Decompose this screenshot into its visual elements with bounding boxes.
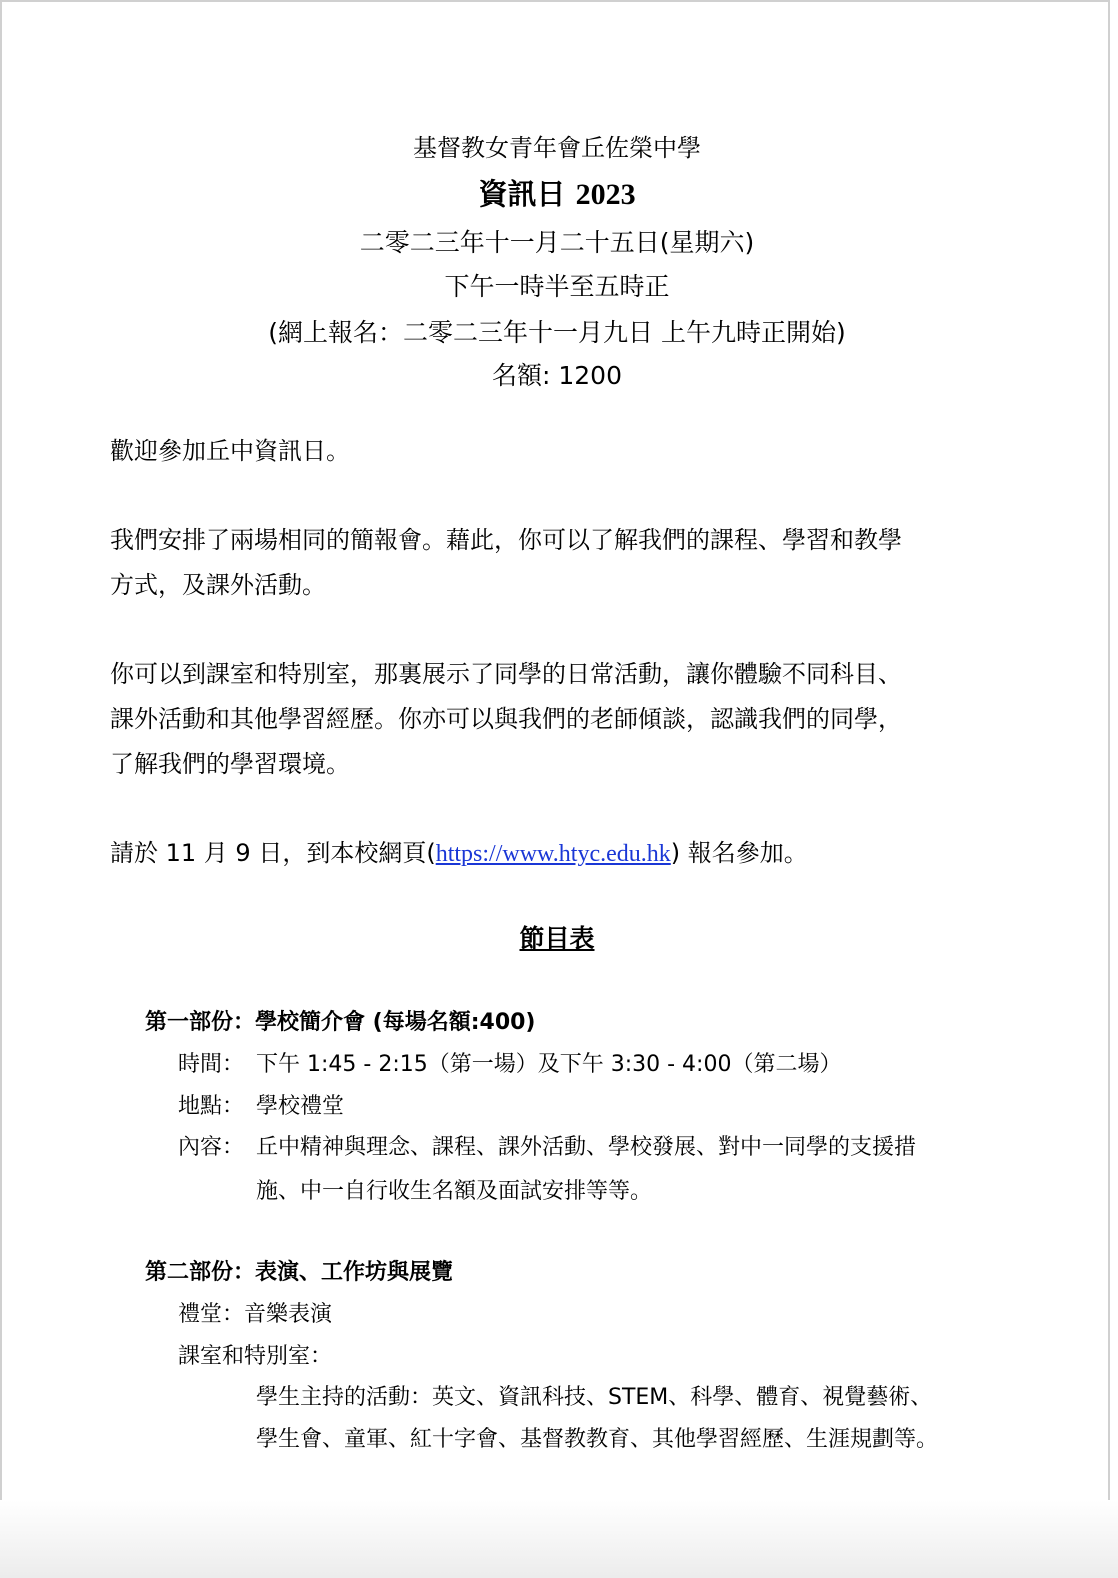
part1-content-line-2: 施、中一自行收生名額及面試安排等等。 [256, 1179, 653, 1204]
visit-paragraph-line-3: 了解我們的學習環境。 [110, 750, 350, 778]
part2-hall: 禮堂：音樂表演 [178, 1302, 333, 1327]
part2-activities-line-1: 學生主持的活動：英文、資訊科技、STEM、科學、體育、視覺藝術、 [256, 1385, 933, 1410]
part1-title: 第一部份：學校簡介會 (每場名額:400) [145, 1010, 536, 1035]
document-title [2, 177, 1112, 211]
programme-heading [2, 926, 1112, 951]
event-date: 二零二三年十一月二十五日(星期六) [359, 228, 755, 257]
school-name: 基督教女青年會丘佐榮中學 [413, 134, 701, 162]
registration-info: (網上報名：二零二三年十一月九日 上午九時正開始) [268, 318, 846, 347]
part1-time-label: 時間： [178, 1052, 245, 1077]
quota-info: 名額: 1200 [492, 361, 622, 390]
register-suffix: ) 報名參加。 [670, 839, 808, 867]
part1-content-label: 內容： [178, 1135, 245, 1160]
part1-content-line-1: 丘中精神與理念、課程、課外活動、學校發展、對中一同學的支援措 [256, 1135, 917, 1160]
school-website-link[interactable]: https://www.htyc.edu.hk [435, 841, 671, 867]
briefing-paragraph-line-2: 方式，及課外活動。 [110, 571, 326, 599]
register-paragraph [110, 841, 808, 866]
part1-venue-label: 地點： [178, 1094, 245, 1119]
briefing-paragraph-line-1: 我們安排了兩場相同的簡報會。藉此，你可以了解我們的課程、學習和教學 [110, 526, 902, 554]
part2-activities-line-2: 學生會、童軍、紅十字會、基督教教育、其他學習經歷、生涯規劃等。 [256, 1427, 939, 1452]
visit-paragraph-line-2: 課外活動和其他學習經歷。你亦可以與我們的老師傾談，認識我們的同學， [110, 705, 902, 733]
register-prefix: 請於 11 月 9 日，到本校網頁( [110, 839, 436, 867]
page-bottom-edge [0, 1500, 1118, 1578]
title-text: 資訊日 [478, 177, 566, 211]
part2-title: 第二部份：表演、工作坊與展覽 [145, 1260, 454, 1285]
part1-time-value: 下午 1:45 - 2:15（第一場）及下午 3:30 - 4:00（第二場） [256, 1052, 842, 1077]
part1-venue-value: 學校禮堂 [256, 1094, 345, 1119]
programme-heading-text: 節目表 [519, 924, 595, 953]
event-time: 下午一時半至五時正 [444, 272, 670, 301]
visit-paragraph-line-1: 你可以到課室和特別室，那裏展示了同學的日常活動，讓你體驗不同科目、 [110, 660, 902, 688]
part2-classrooms: 課室和特別室： [178, 1344, 333, 1369]
title-year: 2023 [575, 178, 636, 211]
welcome-paragraph: 歡迎參加丘中資訊日。 [110, 437, 350, 465]
